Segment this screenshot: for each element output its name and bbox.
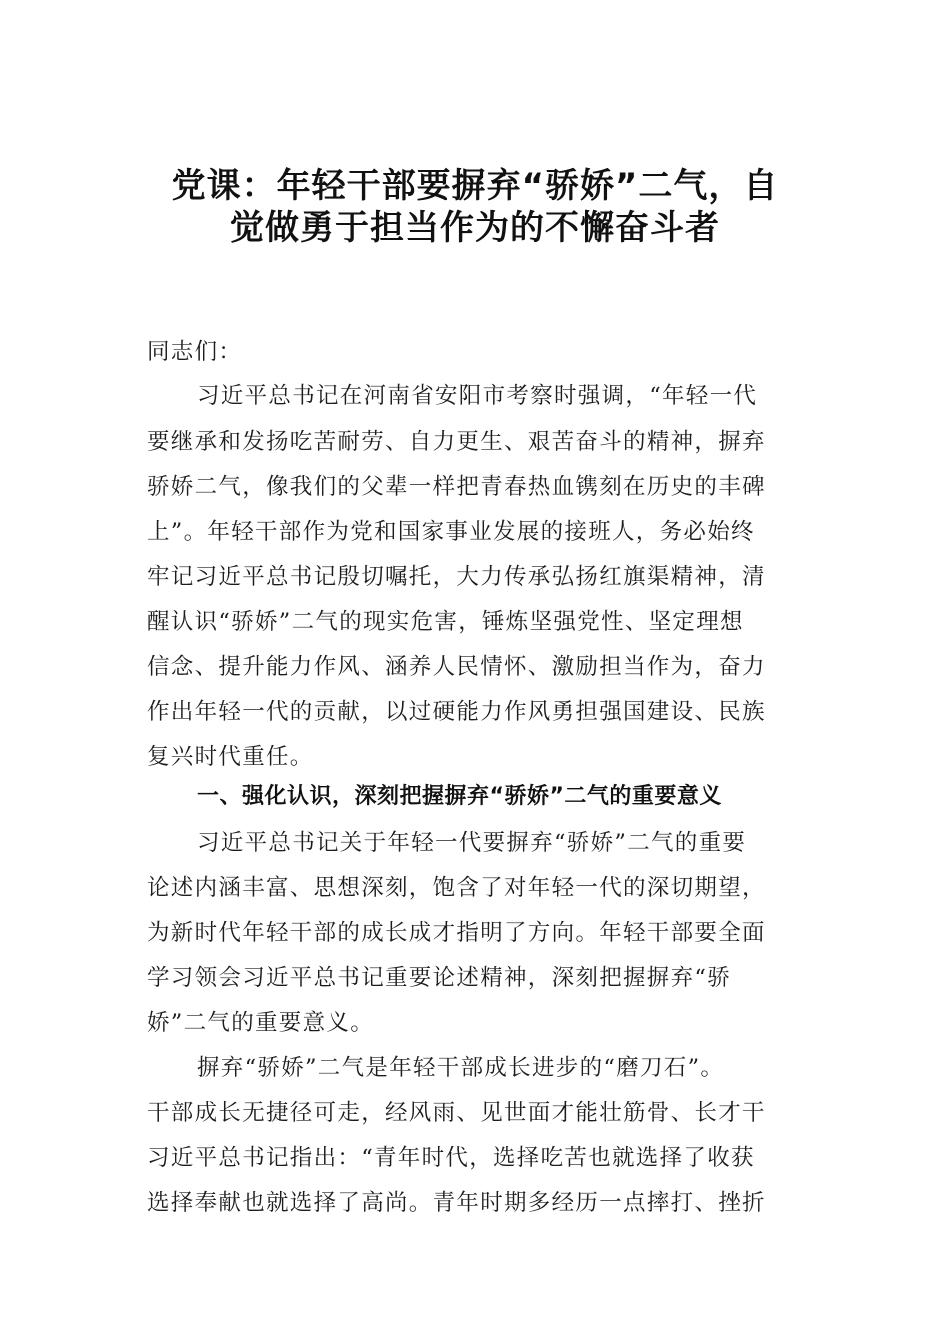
paragraph-line: 摒弃“骄娇”二气是年轻干部成长进步的“磨刀石”。 <box>197 1055 725 1081</box>
paragraph-line: 习近平总书记在河南省安阳市考察时强调，“年轻一代 <box>197 383 758 409</box>
paragraph-line: 要继承和发扬吃苦耐劳、自力更生、艰苦奋斗的精神，摒弃 <box>147 429 766 455</box>
paragraph-line: 复兴时代重任。 <box>147 744 314 770</box>
paragraph-line: 习近平总书记指出：“青年时代，选择吃苦也就选择了收获 <box>147 1145 755 1171</box>
paragraph-line: 选择奉献也就选择了高尚。青年时期多经历一点摔打、挫折 <box>147 1190 766 1216</box>
paragraph-line: 信念、提升能力作风、涵养人民情怀、激励担当作为，奋力 <box>147 654 766 680</box>
paragraph-line: 论述内涵丰富、思想深刻，饱含了对年轻一代的深切期望， <box>147 875 766 901</box>
paragraph-line: 骄娇二气，像我们的父辈一样把青春热血镌刻在历史的丰碑 <box>147 474 766 500</box>
paragraph-line: 上”。年轻干部作为党和国家事业发展的接班人，务必始终 <box>147 519 755 545</box>
document-title-line-1: 党课：年轻干部要摒弃“骄娇”二气，自 <box>171 166 779 206</box>
paragraph-line: 学习领会习近平总书记重要论述精神，深刻把握摒弃“骄 <box>147 965 732 991</box>
document-title-line-2: 觉做勇于担当作为的不懈奋斗者 <box>230 208 720 248</box>
paragraph-line: 为新时代年轻干部的成长成才指明了方向。年轻干部要全面 <box>147 920 766 946</box>
paragraph-line: 醒认识“骄娇”二气的现实危害，锤炼坚强党性、坚定理想 <box>147 609 744 635</box>
paragraph-line: 干部成长无捷径可走，经风雨、见世面才能壮筋骨、长才干 <box>147 1100 766 1126</box>
section-1-heading: 一、强化认识，深刻把握摒弃“骄娇”二气的重要意义 <box>197 784 722 809</box>
paragraph-line: 牢记习近平总书记殷切嘱托，大力传承弘扬红旗渠精神，清 <box>147 564 766 590</box>
paragraph-line: 娇”二气的重要意义。 <box>147 1010 375 1036</box>
paragraph-line: 作出年轻一代的贡献，以过硬能力作风勇担强国建设、民族 <box>147 699 766 725</box>
salutation: 同志们： <box>147 339 243 365</box>
paragraph-line: 习近平总书记关于年轻一代要摒弃“骄娇”二气的重要 <box>197 830 747 856</box>
